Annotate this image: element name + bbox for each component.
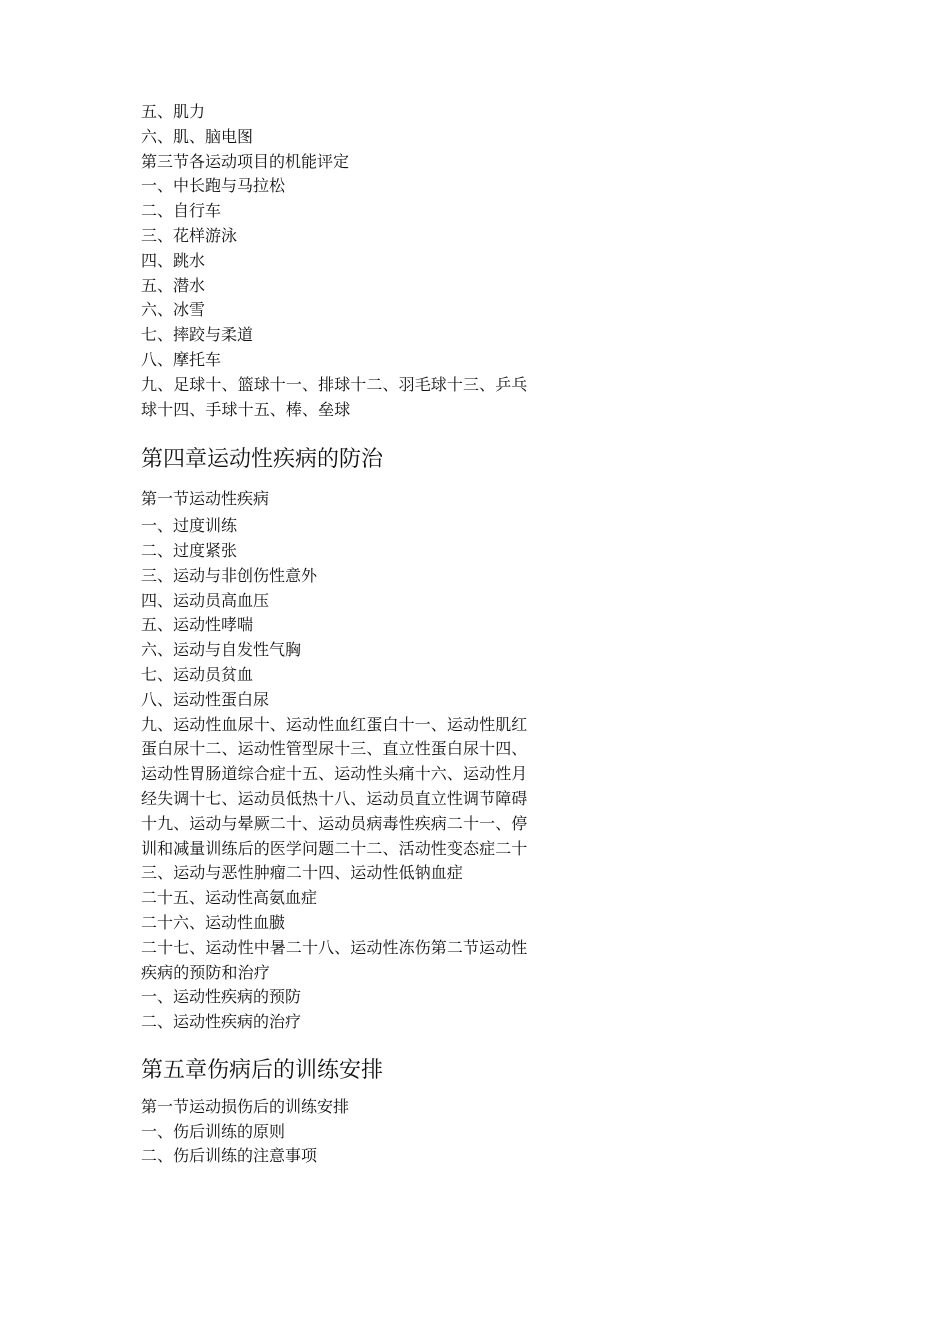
list-item: 二、自行车 <box>141 201 222 221</box>
list-item: 八、摩托车 <box>141 349 222 369</box>
list-item: 二、运动性疾病的治疗 <box>141 1012 302 1032</box>
list-item: 六、冰雪 <box>141 300 206 320</box>
document-page <box>141 100 536 1169</box>
chapter-title: 第四章运动性疾病的防治 <box>141 447 384 473</box>
list-item: 二、过度紧张 <box>141 540 238 560</box>
list-item: 一、伤后训练的原则 <box>141 1121 286 1141</box>
list-item: 四、运动员高血压 <box>141 590 270 610</box>
list-item: 一、运动性疾病的预防 <box>141 987 302 1007</box>
wrapped-list-paragraph: 二十七、运动性中暑二十八、运动性冻伤第二节运动性疾病的预防和治疗 <box>141 937 528 982</box>
section-heading: 第一节运动性疾病 <box>141 489 270 509</box>
list-item: 六、肌、脑电图 <box>141 126 254 146</box>
block-chapter3-tail <box>141 100 536 422</box>
chapter-5 <box>141 1056 536 1169</box>
list-item: 六、运动与自发性气胸 <box>141 640 302 660</box>
chapter-title: 第五章伤病后的训练安排 <box>141 1057 384 1083</box>
section-heading: 第一节运动损伤后的训练安排 <box>141 1096 350 1116</box>
wrapped-list-paragraph: 九、运动性血尿十、运动性血红蛋白十一、运动性肌红蛋白尿十二、运动性管型尿十三、直立性蛋白尿十四、运动性胃肠道综合症十五、运动性头痛十六、运动性月经失调十七、运动员低热十八、运动员直立性调节障碍十九、运动与晕厥二十、运动员病毒性疾病二十一、停训和减量训练后的医学问题二十二、活动性变态症二十三、运动与恶性肿瘤二十四、运动性低钠血症 <box>141 714 528 883</box>
list-item: 五、潜水 <box>141 275 206 295</box>
list-item: 七、运动员贫血 <box>141 664 254 684</box>
list-item: 一、过度训练 <box>141 516 238 536</box>
list-item: 二、伤后训练的注意事项 <box>141 1146 318 1166</box>
list-item: 八、运动性蛋白尿 <box>141 689 270 709</box>
chapter-4 <box>141 445 536 1035</box>
list-item: 三、运动与非创伤性意外 <box>141 565 318 585</box>
list-item: 四、跳水 <box>141 250 206 270</box>
list-item: 五、肌力 <box>141 102 206 121</box>
list-item: 一、中长跑与马拉松 <box>141 176 286 196</box>
list-item: 三、花样游泳 <box>141 225 238 245</box>
section-heading: 第三节各运动项目的机能评定 <box>141 151 350 171</box>
list-item: 五、运动性哮喘 <box>141 615 254 635</box>
wrapped-list-paragraph: 九、足球十、篮球十一、排球十二、羽毛球十三、乒乓球十四、手球十五、棒、垒球 <box>141 374 528 419</box>
list-item: 二十六、运动性血臌 <box>141 912 286 932</box>
list-item: 七、摔跤与柔道 <box>141 325 254 345</box>
list-item: 二十五、运动性高氨血症 <box>141 888 318 908</box>
